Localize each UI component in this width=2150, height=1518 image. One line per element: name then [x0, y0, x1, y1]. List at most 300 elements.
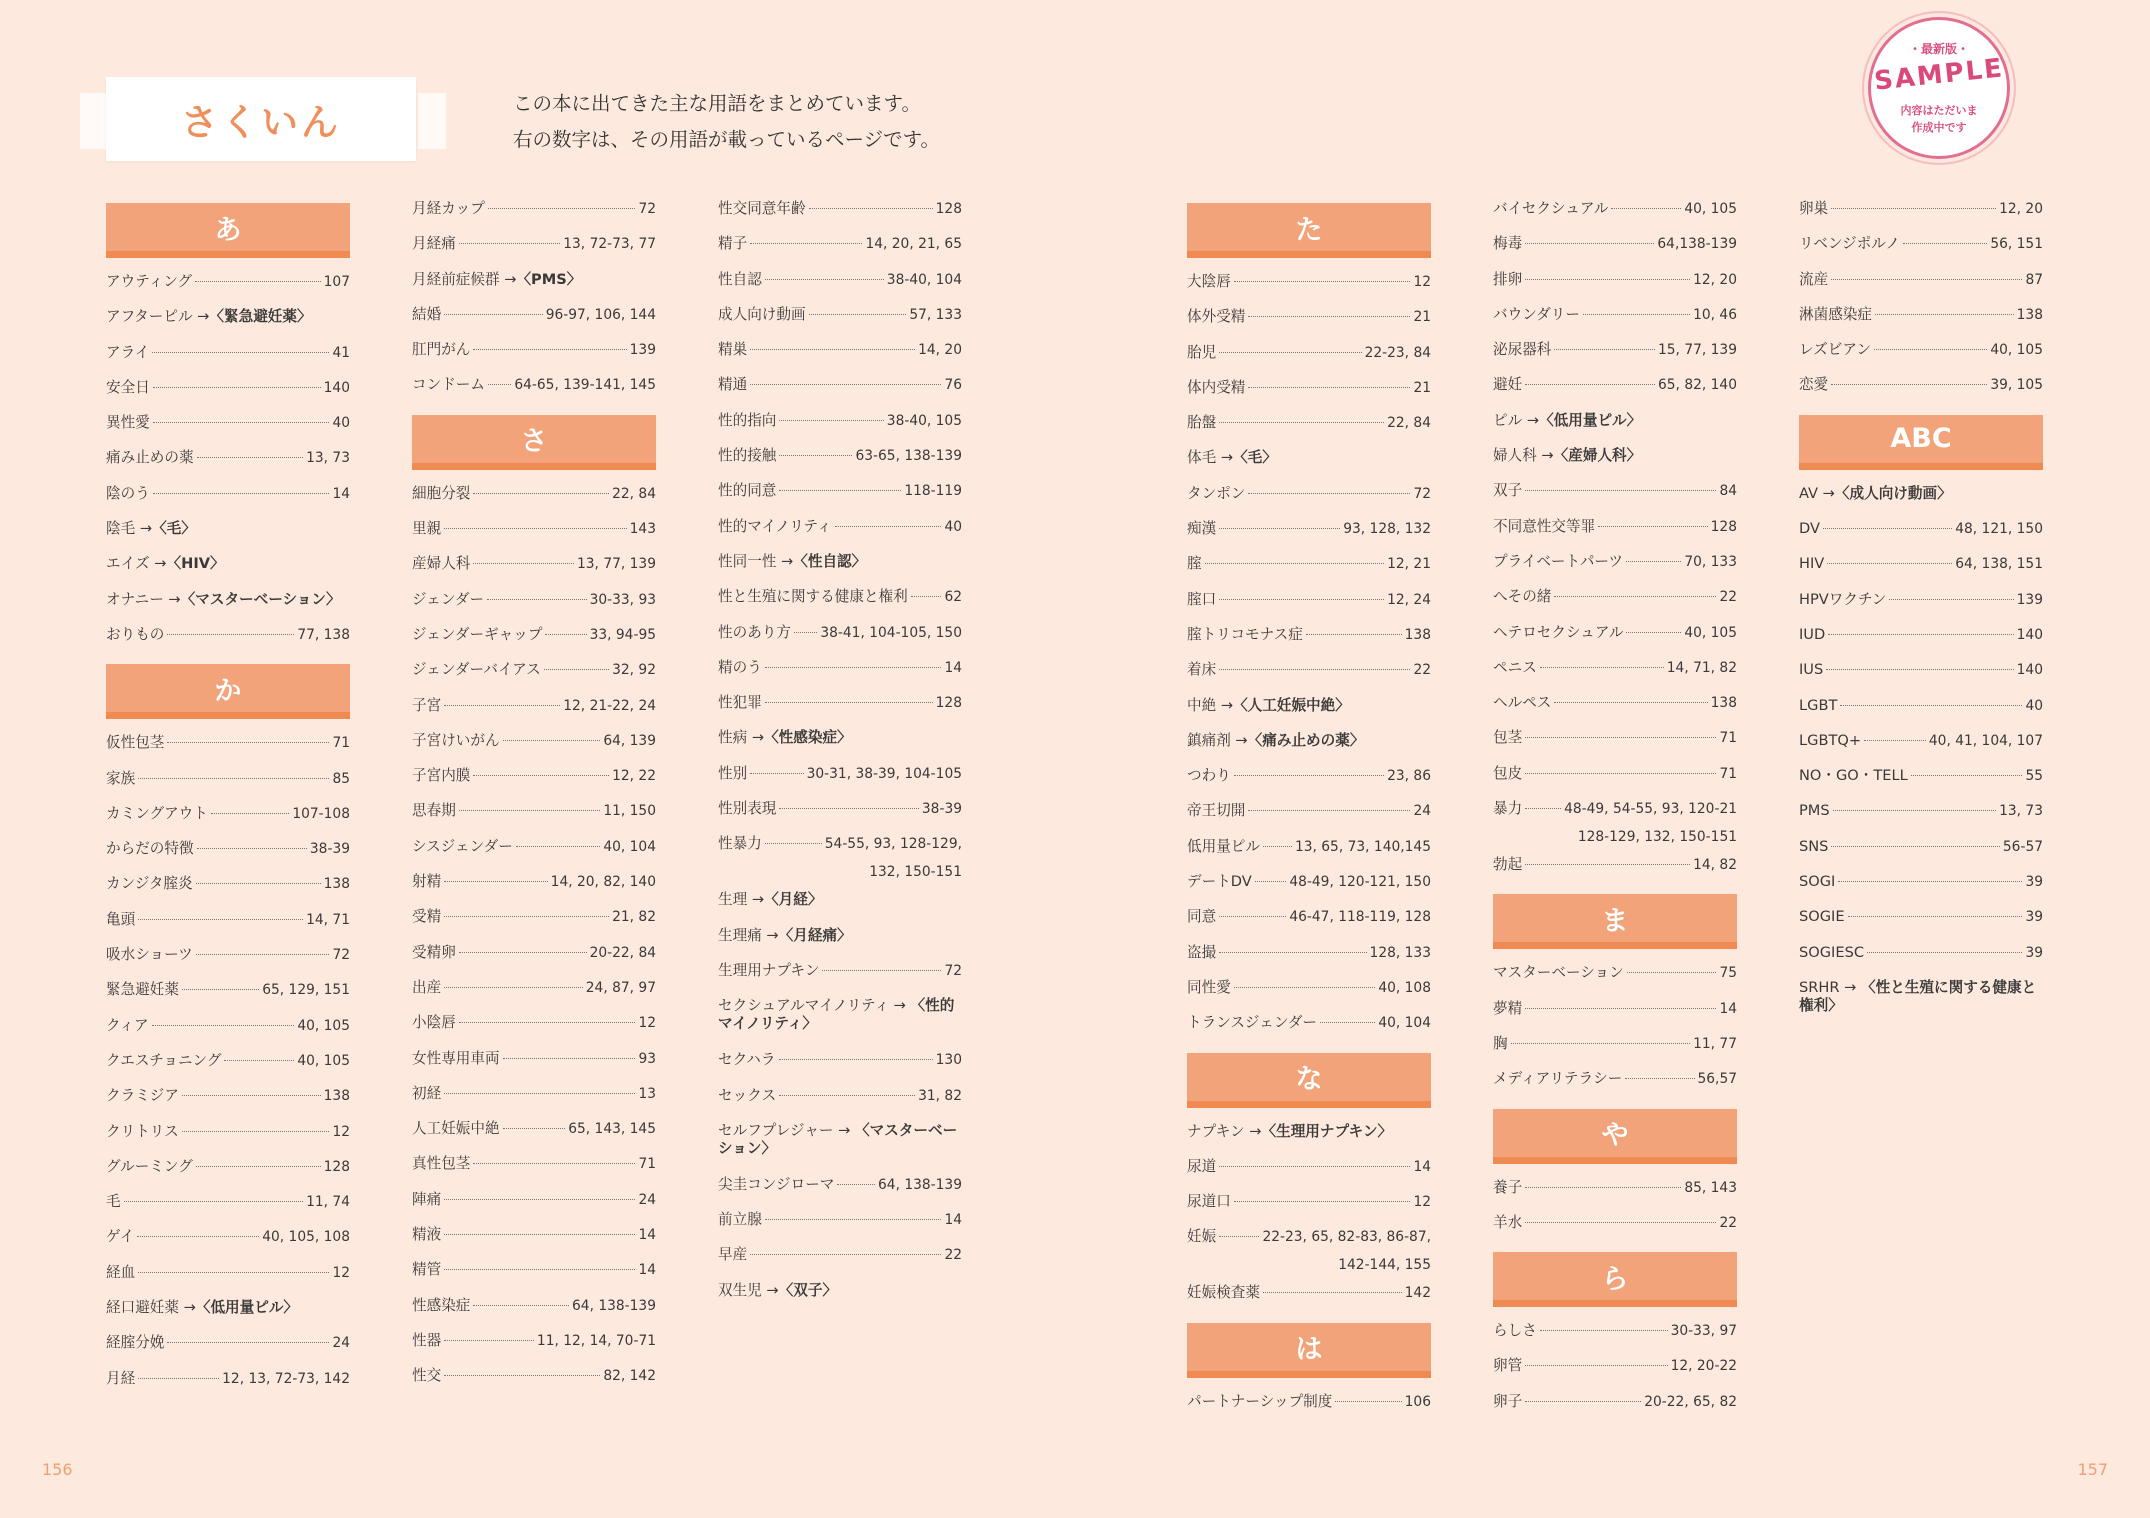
index-entry: [1493, 1357, 1737, 1392]
index-term: ペニス: [1493, 658, 1537, 676]
index-entry: [718, 518, 962, 553]
index-entry: [106, 1017, 350, 1052]
index-cross-reference: [718, 891, 962, 926]
dot-leader: [487, 599, 586, 600]
index-term: 月経痛: [412, 235, 456, 253]
index-entry: [106, 734, 350, 769]
dot-leader: [1840, 705, 2022, 706]
index-pages: 12, 20: [1693, 271, 1737, 288]
intro-text: [513, 86, 940, 158]
index-cross-reference: [1187, 732, 1431, 767]
index-term: プライベートパーツ: [1493, 552, 1624, 570]
index-entry: [412, 1332, 656, 1367]
index-pages: 56,57: [1697, 1071, 1737, 1088]
index-pages: 40: [2025, 697, 2043, 714]
tape-right: [418, 93, 446, 149]
index-term: HPVワクチン: [1799, 590, 1887, 608]
index-term: 婦人科 →: [1493, 447, 1554, 465]
dot-leader: [152, 352, 329, 353]
index-entry: [106, 981, 350, 1016]
index-entry: [1493, 306, 1737, 341]
index-cross-reference: [106, 591, 350, 626]
index-entry: [106, 1052, 350, 1087]
index-term: 早産: [718, 1246, 748, 1264]
dot-leader: [1219, 952, 1366, 953]
index-term: 月経前症候群 →: [412, 270, 517, 288]
index-entry: [412, 235, 656, 270]
index-term: セルフプレジャー →: [718, 1121, 856, 1139]
index-entry: [1799, 520, 2043, 555]
section-header: ら: [1493, 1252, 1737, 1307]
index-column-5: [1493, 200, 1737, 1428]
index-pages: 143: [629, 521, 656, 538]
index-pages: 39: [2025, 909, 2043, 926]
dot-leader: [765, 843, 822, 844]
index-entry: [718, 482, 962, 517]
index-entry: [1493, 1322, 1737, 1357]
index-pages: 142: [1404, 1285, 1431, 1302]
index-entry: [1187, 1014, 1431, 1049]
index-reference: 〈成人向け動画〉: [1834, 484, 1952, 502]
index-pages: 10, 46: [1693, 306, 1737, 323]
index-pages: 22, 84: [612, 485, 656, 502]
index-term: らしさ: [1493, 1322, 1537, 1340]
index-term: 真性包茎: [412, 1155, 471, 1173]
dot-leader: [779, 1095, 915, 1096]
index-pages: 140: [2016, 626, 2043, 643]
index-pages: 11, 12, 14, 70-71: [536, 1332, 656, 1349]
index-reference: 〈PMS〉: [516, 270, 582, 288]
index-entry: [1799, 271, 2043, 306]
index-reference: 〈双子〉: [778, 1281, 838, 1299]
index-entry: [412, 1120, 656, 1155]
dot-leader: [822, 970, 941, 971]
index-pages: 22: [1413, 662, 1431, 679]
index-pages: 84: [1719, 483, 1737, 500]
dot-leader: [152, 1025, 295, 1026]
index-term: 異性愛: [106, 414, 150, 432]
dot-leader: [182, 1095, 321, 1096]
index-term: アウティング: [106, 273, 193, 290]
dot-leader: [167, 1342, 329, 1343]
index-pages: 21: [1413, 309, 1431, 326]
index-pages: 38-39: [309, 841, 350, 858]
index-pages: 22, 84: [1387, 415, 1431, 432]
index-term: 包皮: [1493, 764, 1523, 782]
index-entry: [1187, 661, 1431, 696]
index-entry: [1187, 1284, 1431, 1319]
index-entry: [412, 520, 656, 555]
index-entry: [1187, 838, 1431, 873]
index-pages: 40, 108: [1378, 979, 1431, 996]
index-term: タンポン: [1187, 484, 1246, 502]
index-cross-reference: [106, 1299, 350, 1334]
dot-leader: [1525, 490, 1716, 491]
index-term: エイズ →: [106, 555, 167, 573]
index-term: 性的指向: [718, 411, 777, 429]
index-entry: [1187, 767, 1431, 802]
index-term: ヘテロセクシュアル: [1493, 623, 1624, 641]
dot-leader: [153, 422, 330, 423]
index-term: 家族: [106, 769, 136, 787]
index-pages: 64, 138-139: [572, 1297, 656, 1314]
index-pages: 30-33, 93: [589, 591, 656, 608]
index-term: LGBT: [1799, 696, 1838, 714]
index-term: 同意: [1187, 908, 1217, 926]
index-pages: 30-31, 38-39, 104-105: [806, 765, 962, 782]
dot-leader: [488, 208, 636, 209]
index-entry: [718, 376, 962, 411]
index-term: SOGIESC: [1799, 943, 1865, 961]
index-entry: [412, 1085, 656, 1120]
dot-leader: [444, 1093, 635, 1094]
dot-leader: [750, 384, 941, 385]
index-term: オナニー →: [106, 590, 181, 608]
index-entry: [718, 341, 962, 376]
index-entry: [718, 235, 962, 270]
dot-leader: [1554, 349, 1655, 350]
index-entry: [106, 1123, 350, 1158]
index-reference: 〈低用量ピル〉: [1539, 411, 1642, 429]
index-term: メディアリテラシー: [1493, 1070, 1623, 1088]
index-term: 暴力: [1493, 800, 1523, 818]
dot-leader: [1219, 528, 1340, 529]
index-entry: [718, 1087, 962, 1122]
index-term: ジェンダー: [412, 590, 485, 608]
index-entry: [412, 1014, 656, 1049]
index-entry: [1493, 376, 1737, 411]
dot-leader: [459, 243, 560, 244]
dot-leader: [459, 952, 587, 953]
dot-leader: [750, 773, 803, 774]
index-entry: [412, 200, 656, 235]
index-reference: 〈低用量ピル〉: [195, 1299, 299, 1317]
index-column-6: [1799, 200, 2043, 1033]
index-term: 低用量ピル: [1187, 837, 1260, 855]
index-term: ナプキン →: [1187, 1122, 1262, 1140]
index-term: アライ: [106, 343, 150, 361]
index-entry: [1799, 306, 2043, 341]
index-term: SRHR →: [1799, 978, 1862, 996]
index-entry: [718, 835, 962, 891]
dot-leader: [167, 634, 294, 635]
dot-leader: [138, 919, 303, 920]
index-term: ピル →: [1493, 411, 1540, 429]
dot-leader: [1320, 1022, 1375, 1023]
dot-leader: [444, 1375, 600, 1376]
index-entry: [412, 767, 656, 802]
index-pages: 65, 82, 140: [1658, 377, 1737, 394]
dot-leader: [835, 526, 942, 527]
index-entry: [718, 588, 962, 623]
stamp-note-2: 作成中です: [1911, 121, 1967, 134]
index-term: 大陰唇: [1187, 273, 1231, 290]
index-term: 帝王切開: [1187, 802, 1246, 820]
dot-leader: [444, 705, 560, 706]
index-pages: 14, 20, 82, 140: [550, 874, 656, 891]
index-pages: 12, 24: [1387, 591, 1431, 608]
index-entry: [1799, 908, 2043, 943]
index-term: 月経カップ: [412, 200, 485, 217]
dot-leader: [503, 1128, 566, 1129]
dot-leader: [1525, 1187, 1681, 1188]
dot-leader: [138, 1272, 329, 1273]
index-pages: 48-49, 120-121, 150: [1289, 874, 1431, 891]
dot-leader: [1205, 563, 1385, 564]
index-entry: [412, 306, 656, 341]
index-pages: 40, 105, 108: [262, 1229, 350, 1246]
index-pages: 85: [332, 770, 350, 787]
index-pages: 22-23, 65, 82-83, 86-87,: [1262, 1229, 1431, 1246]
index-term: 排卵: [1493, 270, 1523, 288]
index-term: 思春期: [412, 802, 456, 820]
dot-leader: [1874, 349, 1987, 350]
index-entry: [718, 271, 962, 306]
section-header: あ: [106, 203, 350, 258]
index-pages: 40, 105: [1684, 201, 1737, 217]
index-entry: [718, 765, 962, 800]
index-entry: [412, 944, 656, 979]
index-pages: 41: [332, 344, 350, 361]
index-reference: 〈月経痛〉: [778, 926, 852, 944]
dot-leader: [1823, 528, 1952, 529]
index-term: カンジタ腟炎: [106, 875, 193, 893]
index-pages: 75: [1719, 965, 1737, 982]
index-entry: [1799, 341, 2043, 376]
index-term: 腟口: [1187, 590, 1217, 608]
index-term: 体内受精: [1187, 378, 1246, 396]
stamp-edition: ・最新版・: [1908, 42, 1969, 56]
index-term: 陰のう: [106, 484, 150, 502]
index-reference: 〈HIV〉: [166, 555, 225, 573]
index-term: 吸水ショーツ: [106, 946, 193, 964]
index-term: 羊水: [1493, 1213, 1523, 1231]
dot-leader: [138, 1378, 219, 1379]
index-term: 同性愛: [1187, 978, 1231, 996]
index-cross-reference: [106, 520, 350, 555]
index-entry: [106, 626, 350, 661]
index-pages: 40, 105: [1990, 342, 2043, 359]
index-entry: [1799, 767, 2043, 802]
index-pages: 72: [332, 947, 350, 964]
index-entry: [1493, 200, 1737, 235]
dot-leader: [1831, 846, 1999, 847]
index-entry: [1187, 944, 1431, 979]
index-pages: 130: [935, 1052, 962, 1069]
index-reference: 〈性と生殖に関する健康と権利〉: [1799, 978, 2037, 1014]
index-pages: 13, 73: [1999, 803, 2043, 820]
dot-leader: [1525, 1222, 1716, 1223]
index-term: 恋愛: [1799, 376, 1829, 394]
dot-leader: [167, 742, 329, 743]
index-pages-continued: 128-129, 132, 150-151: [1577, 829, 1737, 846]
index-entry: [106, 946, 350, 981]
dot-leader: [503, 740, 601, 741]
dot-leader: [503, 1058, 636, 1059]
index-pages: 138: [323, 1088, 350, 1105]
index-pages: 12: [1413, 1194, 1431, 1211]
intro-line-1: この本に出てきた主な用語をまとめています。: [513, 92, 921, 115]
dot-leader: [444, 916, 609, 917]
index-term: 胎児: [1187, 343, 1217, 361]
index-pages-continued: 132, 150-151: [869, 864, 962, 881]
index-pages: 40, 105: [297, 1052, 350, 1069]
dot-leader: [1889, 599, 2013, 600]
index-entry: [412, 1155, 656, 1190]
index-entry: [1799, 802, 2043, 837]
index-pages: 11, 150: [603, 803, 656, 820]
dot-leader: [444, 1269, 635, 1270]
dot-leader: [545, 634, 586, 635]
index-term: 肛門がん: [412, 341, 471, 359]
dot-leader: [1335, 1401, 1401, 1402]
index-entry: [1493, 1035, 1737, 1070]
index-entry: [718, 200, 962, 235]
index-pages: 39: [2025, 874, 2043, 891]
dot-leader: [153, 493, 330, 494]
index-entry: [106, 344, 350, 379]
index-pages: 85, 143: [1684, 1179, 1737, 1196]
index-pages: 71: [638, 1156, 656, 1173]
index-term: セックス: [718, 1086, 777, 1104]
index-pages: 128: [1710, 518, 1737, 535]
index-reference: 〈マスターベーション〉: [718, 1121, 958, 1157]
index-term: 精液: [412, 1226, 442, 1244]
index-entry: [106, 485, 350, 520]
index-entry: [1187, 591, 1431, 626]
index-column-1: [106, 200, 350, 1405]
dot-leader: [1525, 1401, 1641, 1402]
stamp-note-1: 内容はただいま: [1900, 104, 1978, 117]
index-term: 生理 →: [718, 891, 765, 909]
index-pages: 63-65, 138-139: [855, 448, 962, 465]
index-entry: [106, 273, 350, 308]
index-term: HIV: [1799, 555, 1825, 573]
dot-leader: [765, 702, 933, 703]
dot-leader: [473, 1163, 635, 1164]
index-entry: [106, 1087, 350, 1122]
index-entry: [412, 376, 656, 411]
index-term: 性暴力: [718, 835, 762, 853]
index-cross-reference: [718, 729, 962, 764]
index-pages: 40, 105: [1684, 624, 1737, 641]
index-pages: 12, 22: [612, 768, 656, 785]
index-pages: 106: [1404, 1393, 1431, 1410]
index-entry: [412, 555, 656, 590]
dot-leader: [1864, 740, 1926, 741]
index-pages: 38-40, 105: [886, 412, 962, 429]
dot-leader: [124, 1201, 304, 1202]
index-entry: [1493, 588, 1737, 623]
dot-leader: [182, 989, 259, 990]
index-entry: [718, 447, 962, 482]
index-pages: 15, 77, 139: [1658, 342, 1737, 359]
index-pages: 56-57: [2002, 838, 2043, 855]
index-pages: 12, 20-22: [1670, 1358, 1737, 1375]
index-term: 性器: [412, 1331, 442, 1349]
index-pages: 40: [332, 415, 350, 432]
index-cross-reference: [412, 271, 656, 306]
dot-leader: [1219, 916, 1286, 917]
index-reference: 〈痛み止めの薬〉: [1247, 731, 1365, 749]
index-term: 勃起: [1493, 856, 1523, 874]
section-header: ま: [1493, 894, 1737, 949]
index-entry: [1799, 944, 2043, 979]
index-entry: [718, 962, 962, 997]
index-term: 胸: [1493, 1034, 1508, 1052]
index-entry: [1187, 979, 1431, 1014]
index-entry: [718, 1051, 962, 1086]
index-cross-reference: [718, 927, 962, 962]
dot-leader: [473, 563, 574, 564]
dot-leader: [779, 490, 901, 491]
index-pages: 64, 138, 151: [1955, 556, 2043, 573]
index-term: 胎盤: [1187, 414, 1217, 432]
index-term: 受精卵: [412, 943, 456, 961]
index-pages: 39, 105: [1990, 377, 2043, 394]
section-header: は: [1187, 1323, 1431, 1378]
index-pages: 62: [944, 589, 962, 606]
index-term: 鎮痛剤 →: [1187, 731, 1248, 749]
index-term: 痴漢: [1187, 520, 1217, 538]
index-entry: [412, 838, 656, 873]
dot-leader: [1626, 561, 1681, 562]
dot-leader: [1525, 384, 1655, 385]
intro-line-2: 右の数字は、その用語が載っているページです。: [513, 128, 941, 151]
index-pages: 72: [1413, 485, 1431, 502]
dot-leader: [1525, 279, 1690, 280]
index-term: 卵管: [1493, 1357, 1523, 1375]
index-entry: [1187, 1393, 1431, 1428]
dot-leader: [197, 457, 304, 458]
index-pages: 13, 72-73, 77: [563, 236, 656, 253]
dot-leader: [473, 775, 609, 776]
dot-leader: [1219, 1236, 1259, 1237]
index-entry: [1187, 308, 1431, 343]
dot-leader: [750, 349, 915, 350]
index-term: 精のう: [718, 658, 762, 676]
dot-leader: [779, 455, 852, 456]
dot-leader: [444, 1199, 635, 1200]
index-term: バウンダリー: [1493, 305, 1580, 323]
index-pages: 72: [638, 201, 656, 217]
index-pages: 71: [332, 735, 350, 752]
index-pages: 14: [944, 659, 962, 676]
index-term: PMS: [1799, 802, 1830, 820]
index-term: 初経: [412, 1084, 442, 1102]
index-term: LGBTQ+: [1799, 731, 1862, 749]
dot-leader: [750, 1254, 941, 1255]
index-term: 陰毛 →: [106, 520, 153, 538]
index-entry: [106, 1193, 350, 1228]
dot-leader: [459, 1022, 636, 1023]
index-term: 中絶 →: [1187, 696, 1234, 714]
index-entry: [106, 1158, 350, 1193]
dot-leader: [809, 208, 933, 209]
index-reference: 〈生理用ナプキン〉: [1261, 1122, 1393, 1140]
index-entry: [1187, 908, 1431, 943]
index-pages: 39: [2025, 944, 2043, 961]
index-entry: [106, 840, 350, 875]
index-entry: [1799, 591, 2043, 626]
index-term: パートナーシップ制度: [1187, 1392, 1333, 1410]
dot-leader: [459, 810, 601, 811]
index-pages: 14, 71, 82: [1666, 659, 1737, 676]
index-pages: 24: [1413, 803, 1431, 820]
dot-leader: [1219, 352, 1361, 353]
index-term: 亀頭: [106, 910, 136, 928]
index-entry: [106, 1334, 350, 1369]
